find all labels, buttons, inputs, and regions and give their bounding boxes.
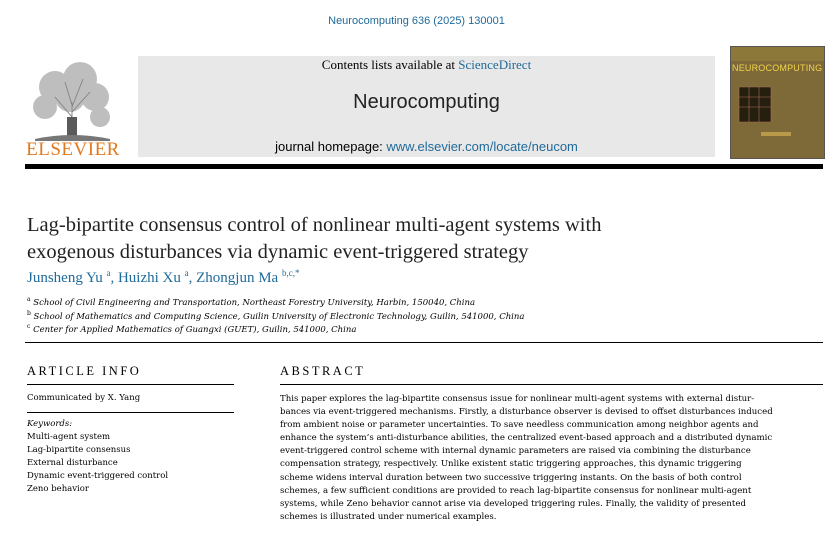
affiliation-text: School of Civil Engineering and Transportation, Northeast Forestry University, Harbin, 150040, China <box>33 297 476 308</box>
affiliation-text: Center for Applied Mathematics of Guangxi (GUET), Guilin, 541000, China <box>33 324 357 335</box>
affiliation-sup: b <box>27 310 31 317</box>
abstract-text <box>280 393 820 524</box>
abstract-line: schemes is illustrated under numerical examples. <box>280 511 497 522</box>
communicated-by: Communicated by X. Yang <box>27 393 141 403</box>
abstract-line: enhance the system’s anti-disturbance abilities, the centralized event-based approach and a distributed dynamic <box>280 433 773 444</box>
keywords-label: Keywords: <box>27 419 73 429</box>
article-title <box>27 212 727 266</box>
homepage-prefix: journal homepage: <box>275 139 387 154</box>
keyword: Multi-agent system <box>27 432 111 442</box>
divider <box>280 384 823 385</box>
author-affil-sup[interactable]: a <box>184 268 189 278</box>
header-rule <box>25 164 823 169</box>
keyword: Zeno behavior <box>27 484 89 494</box>
abstract-line: schemes, a few sufficient conditions are provided to reach lag-bipartite consensus for nonlinear multi-agent <box>280 485 752 496</box>
divider <box>27 412 234 413</box>
divider <box>27 384 234 385</box>
homepage-line <box>138 139 715 154</box>
affiliation <box>27 310 727 322</box>
abstract-line: systems, while Zeno behavior cannot arise via developed triggering rules. Finally, the validity of presented <box>280 498 746 509</box>
abstract-line: from ambient noise or parameter uncertainties. To save needless communication among neighbor agents and <box>280 420 759 431</box>
cover-journal-name: NEUROCOMPUTING <box>732 63 823 73</box>
abstract-line: bances via event-triggered mechanisms. Firstly, a disturbance observer is devised to offset disturbances induced <box>280 407 773 418</box>
author-name[interactable]: Zhongjun Ma <box>196 270 279 286</box>
author-list: Junsheng Yu $^a$, Huizhi Xu $^a$, Zhongjun Ma $^{b,c,*}$ <box>27 268 300 286</box>
title-line-1: Lag-bipartite consensus control of nonlinear multi-agent systems with <box>27 214 602 236</box>
keyword: Dynamic event-triggered control <box>27 471 169 481</box>
affiliation-text: School of Mathematics and Computing Science, Guilin University of Electronic Technology, Guilin, 541000, China <box>33 311 525 322</box>
keyword-list <box>27 431 168 496</box>
article-info-heading: ARTICLE INFO <box>27 364 142 378</box>
affiliation <box>27 296 727 308</box>
abstract-line: event-triggered control scheme with internal dynamic parameters are raised via combining the disturbance <box>280 446 751 457</box>
journal-homepage-link[interactable]: www.elsevier.com/locate/neucom <box>386 139 578 154</box>
affiliation-sup: c <box>27 323 31 330</box>
affiliation-sup: a <box>27 296 31 303</box>
author-affil-sup[interactable]: b,c,* <box>281 268 300 278</box>
journal-title: Neurocomputing <box>353 91 500 113</box>
affiliation <box>27 323 727 335</box>
divider <box>25 342 823 343</box>
contents-prefix: Contents lists available at <box>321 57 459 72</box>
elsevier-wordmark: ELSEVIER <box>26 139 120 160</box>
abstract-line: This paper explores the lag-bipartite consensus issue for nonlinear multi-agent systems with external distur- <box>280 394 755 404</box>
abstract-line: compensation strategy, respectively. Unlike existent static triggering approaches, this dynamic triggering <box>280 459 742 470</box>
keyword: External disturbance <box>27 458 118 468</box>
keyword: Lag-bipartite consensus <box>27 445 131 455</box>
author-name[interactable]: Huizhi Xu <box>117 270 181 286</box>
abstract-heading: ABSTRACT <box>280 364 366 378</box>
author-affil-sup[interactable]: a <box>106 268 111 278</box>
title-line-2: exogenous disturbances via dynamic event-triggered strategy <box>27 241 529 263</box>
sciencedirect-link[interactable]: ScienceDirect <box>458 57 532 72</box>
abstract-line: scheme widens interval duration between two successive triggering instants. On the basis of both control <box>280 472 742 483</box>
contents-line <box>138 57 715 73</box>
journal-reference[interactable]: Neurocomputing 636 (2025) 130001 <box>328 15 505 27</box>
author-name[interactable]: Junsheng Yu <box>27 270 103 286</box>
